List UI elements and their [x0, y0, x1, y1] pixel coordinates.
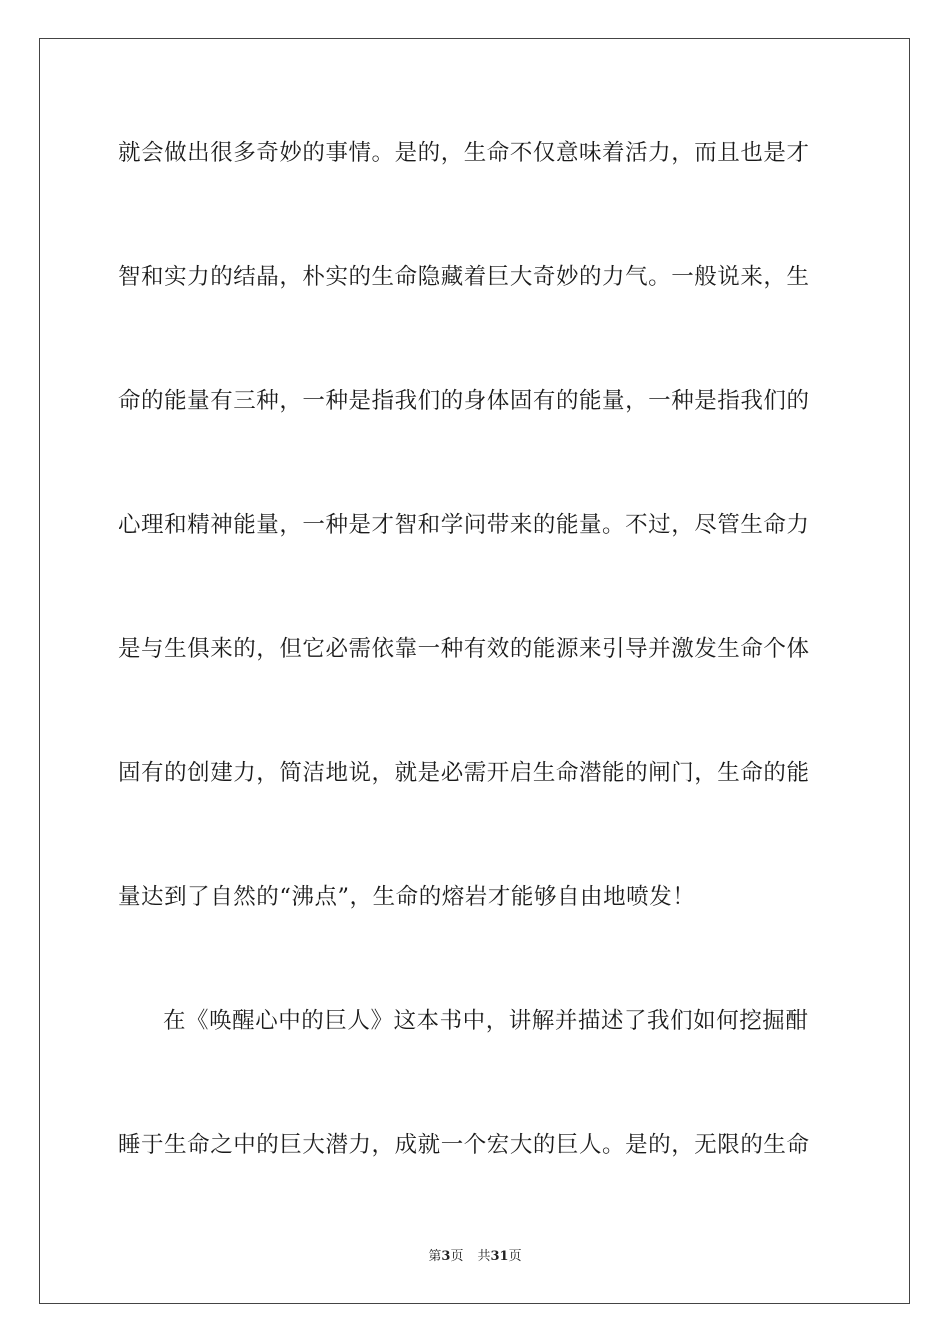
total-label-prefix: 共 — [477, 1249, 491, 1264]
body-text-line-1: 就会做出很多奇妙的事情。是的，生命不仅意味着活力，而且也是才 — [118, 140, 810, 166]
page-border — [39, 38, 910, 1304]
total-label-suffix: 页 — [508, 1249, 522, 1264]
body-text-line-4: 心理和精神能量，一种是才智和学问带来的能量。不过，尽管生命力 — [118, 512, 810, 538]
paragraph-indent-line: 在《唤醒心中的巨人》这本书中，讲解并描述了我们如何挖掘酣 — [163, 1008, 809, 1034]
body-text-line-7: 量达到了自然的“沸点”，生命的熔岩才能够自由地喷发！ — [118, 884, 696, 910]
page-label-suffix: 页 — [450, 1249, 464, 1264]
page-footer — [0, 1248, 950, 1266]
body-text-line-6: 固有的创建力，简洁地说，就是必需开启生命潜能的闸门，生命的能 — [118, 760, 810, 786]
page-label-prefix: 第 — [428, 1249, 442, 1264]
body-text-line-2: 智和实力的结晶，朴实的生命隐藏着巨大奇妙的力气。一般说来，生 — [118, 264, 810, 290]
total-pages: 31 — [490, 1249, 509, 1264]
body-text-line-3: 命的能量有三种，一种是指我们的身体固有的能量，一种是指我们的 — [118, 388, 810, 414]
body-text-line-5: 是与生俱来的，但它必需依靠一种有效的能源来引导并激发生命个体 — [118, 636, 810, 662]
page-number: 3 — [441, 1249, 451, 1264]
body-text-line-9: 睡于生命之中的巨大潜力，成就一个宏大的巨人。是的，无限的生命 — [118, 1132, 810, 1158]
